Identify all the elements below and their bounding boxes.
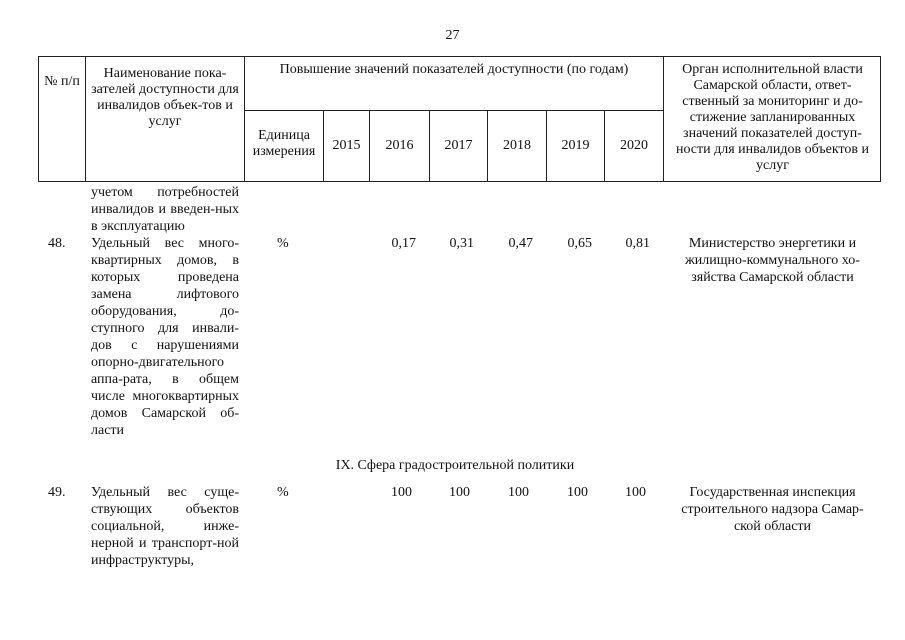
table-header [38, 56, 881, 182]
header-year-2020: 2020 [620, 138, 648, 153]
row-49-unit: % [277, 485, 289, 500]
page-number: 27 [445, 28, 460, 43]
row-48-value-2019: 0,65 [567, 236, 592, 251]
header-increase-values: Повышение значений показателей доступности (по годам) [279, 62, 629, 77]
row-49-authority: Государственная инспекция строительного надзора Самар-ской области [681, 485, 864, 534]
header-indicator-name: Наименование пока-зателей доступности для инвалидов объек-тов и услуг [91, 66, 239, 129]
row-48-unit: % [277, 236, 289, 251]
row-48-value-2016: 0,17 [391, 236, 416, 251]
header-year-2017: 2017 [444, 138, 473, 153]
row-49-name: Удельный вес суще-ствующих объектов социальной, инже-нерной и транспорт-ной инфраструктуры, [91, 485, 239, 568]
continuation-text: учетом потребностей инвалидов и введен-ных в эксплуатацию [91, 185, 239, 234]
row-49-value-2016: 100 [391, 485, 412, 500]
section-title: IX. Сфера градостроительной политики [335, 458, 575, 473]
header-year-2019: 2019 [561, 138, 590, 153]
row-48-value-2018: 0,47 [508, 236, 533, 251]
row-48-value-2020: 0,81 [625, 236, 650, 251]
row-49-value-2020: 100 [625, 485, 646, 500]
header-num: № п/п [44, 74, 80, 89]
header-unit: Единица измерения [252, 128, 316, 159]
row-48-authority: Министерство энергетики и жилищно-коммунального хо-зяйства Самарской области [685, 236, 860, 285]
header-year-2015: 2015 [332, 138, 361, 153]
row-49-value-2019: 100 [567, 485, 588, 500]
row-48-name: Удельный вес много-квартирных домов, в которых проведена замена лифтового оборудования, до-ступного для инвали-дов с нарушениями опорно-двигательного аппа-рата, в общем числе многоквартирных домов Самарской об-ласти [91, 236, 239, 438]
row-49-num: 49. [48, 485, 66, 500]
header-year-2018: 2018 [503, 138, 531, 153]
row-49-value-2017: 100 [449, 485, 470, 500]
row-49-value-2018: 100 [508, 485, 529, 500]
row-48-num: 48. [48, 236, 66, 251]
header-year-2016: 2016 [385, 138, 414, 153]
row-48-value-2017: 0,31 [449, 236, 474, 251]
header-authority: Орган исполнительной власти Самарской области, ответ-ственный за мониторинг и до-стижение запланированных значений показателей доступ-ности для инвалидов объектов и услуг [675, 62, 870, 173]
